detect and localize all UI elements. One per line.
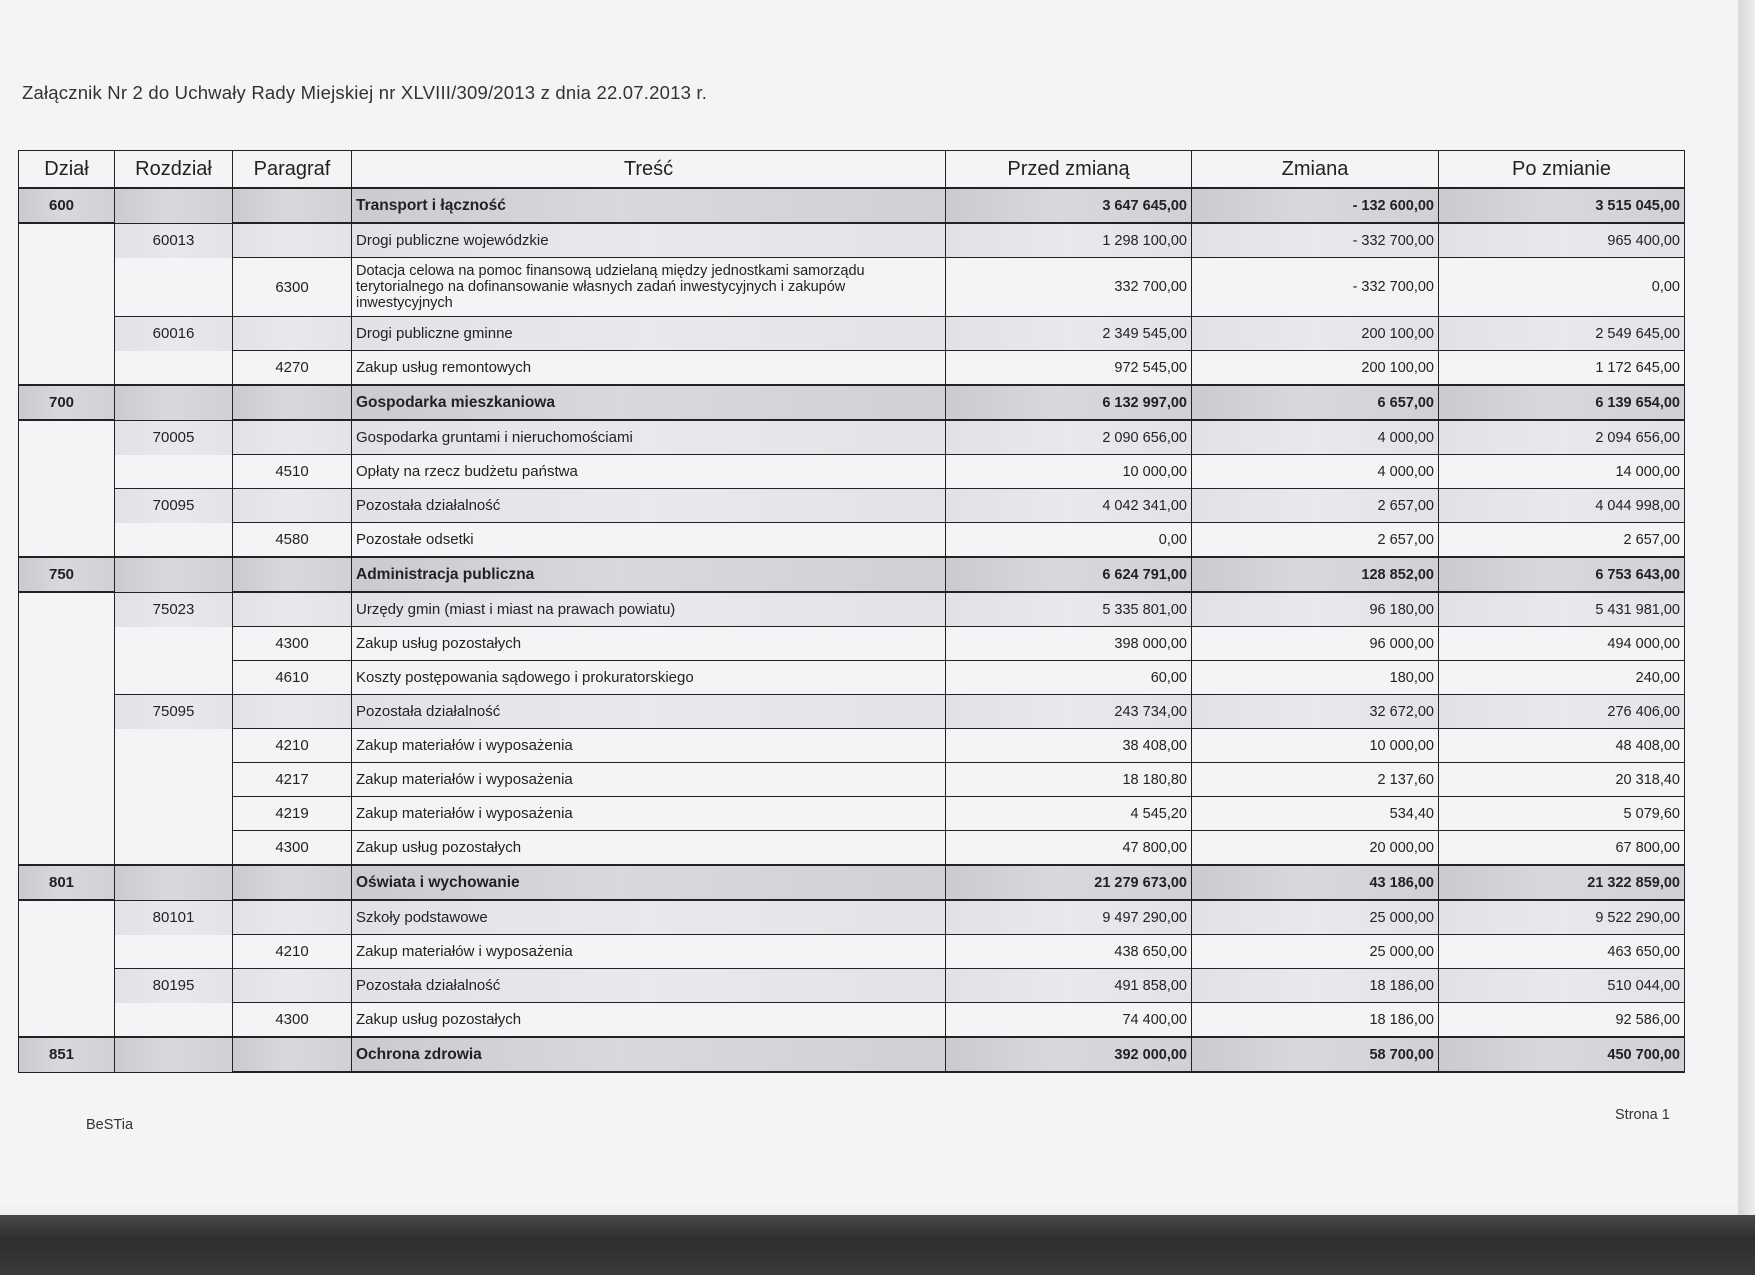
- cell-przed-zmiana: 10 000,00: [946, 455, 1192, 489]
- cell-paragraf: [233, 865, 352, 900]
- cell-po-zmianie: 276 406,00: [1439, 695, 1685, 729]
- scan-background-strip: [0, 1215, 1755, 1275]
- cell-dzial: [19, 592, 115, 627]
- cell-dzial: [19, 729, 115, 763]
- cell-po-zmianie: 5 431 981,00: [1439, 592, 1685, 627]
- cell-zmiana: 43 186,00: [1192, 865, 1439, 900]
- cell-rozdzial: [115, 385, 233, 420]
- column-header-tresc: Treść: [352, 151, 946, 189]
- cell-rozdzial: 60016: [115, 317, 233, 351]
- cell-paragraf: [233, 1037, 352, 1072]
- cell-po-zmianie: 67 800,00: [1439, 831, 1685, 866]
- cell-po-zmianie: 510 044,00: [1439, 969, 1685, 1003]
- cell-przed-zmiana: 60,00: [946, 661, 1192, 695]
- cell-rozdzial: [115, 1003, 233, 1038]
- document-header: Załącznik Nr 2 do Uchwały Rady Miejskiej nr XLVIII/309/2013 z dnia 22.07.2013 r.: [22, 82, 708, 103]
- cell-paragraf: [233, 385, 352, 420]
- cell-dzial: 801: [19, 865, 115, 900]
- cell-tresc: Drogi publiczne gminne: [352, 317, 946, 351]
- cell-tresc: Pozostałe odsetki: [352, 523, 946, 558]
- cell-tresc: Zakup usług pozostałych: [352, 627, 946, 661]
- cell-tresc: Zakup materiałów i wyposażenia: [352, 729, 946, 763]
- cell-dzial: [19, 455, 115, 489]
- cell-po-zmianie: 2 657,00: [1439, 523, 1685, 558]
- cell-przed-zmiana: 2 090 656,00: [946, 420, 1192, 455]
- column-header-rozdzial: Rozdział: [115, 151, 233, 189]
- cell-przed-zmiana: 3 647 645,00: [946, 188, 1192, 223]
- cell-dzial: [19, 420, 115, 455]
- cell-zmiana: 10 000,00: [1192, 729, 1439, 763]
- cell-dzial: [19, 763, 115, 797]
- cell-dzial: 600: [19, 188, 115, 223]
- cell-rozdzial: [115, 797, 233, 831]
- table-row-paragraf: [19, 523, 1685, 558]
- cell-dzial: [19, 831, 115, 866]
- cell-zmiana: 96 000,00: [1192, 627, 1439, 661]
- cell-rozdzial: 80101: [115, 900, 233, 935]
- cell-tresc: Administracja publiczna: [352, 557, 946, 592]
- cell-tresc: Pozostała działalność: [352, 489, 946, 523]
- table-row-dzial: [19, 557, 1685, 592]
- footer-page-number: Strona 1: [1615, 1107, 1670, 1123]
- cell-rozdzial: [115, 763, 233, 797]
- cell-zmiana: 96 180,00: [1192, 592, 1439, 627]
- cell-tresc: Opłaty na rzecz budżetu państwa: [352, 455, 946, 489]
- cell-po-zmianie: 240,00: [1439, 661, 1685, 695]
- cell-zmiana: 20 000,00: [1192, 831, 1439, 866]
- cell-przed-zmiana: 491 858,00: [946, 969, 1192, 1003]
- cell-po-zmianie: 6 753 643,00: [1439, 557, 1685, 592]
- column-header-zmiana: Zmiana: [1192, 151, 1439, 189]
- cell-po-zmianie: 3 515 045,00: [1439, 188, 1685, 223]
- cell-dzial: [19, 661, 115, 695]
- cell-po-zmianie: 2 094 656,00: [1439, 420, 1685, 455]
- table-row-dzial: [19, 1037, 1685, 1072]
- cell-paragraf: 4219: [233, 797, 352, 831]
- cell-paragraf: [233, 420, 352, 455]
- cell-po-zmianie: 20 318,40: [1439, 763, 1685, 797]
- cell-zmiana: 58 700,00: [1192, 1037, 1439, 1072]
- cell-zmiana: 4 000,00: [1192, 420, 1439, 455]
- cell-paragraf: [233, 489, 352, 523]
- table-row-paragraf: [19, 455, 1685, 489]
- table-row-paragraf: [19, 661, 1685, 695]
- cell-tresc: Zakup usług pozostałych: [352, 831, 946, 866]
- cell-rozdzial: [115, 455, 233, 489]
- budget-table-body: [19, 188, 1685, 1072]
- cell-po-zmianie: 463 650,00: [1439, 935, 1685, 969]
- cell-po-zmianie: 0,00: [1439, 258, 1685, 317]
- cell-rozdzial: 70095: [115, 489, 233, 523]
- column-header-po-zmianie: Po zmianie: [1439, 151, 1685, 189]
- cell-po-zmianie: 9 522 290,00: [1439, 900, 1685, 935]
- cell-rozdzial: [115, 258, 233, 317]
- cell-dzial: [19, 900, 115, 935]
- table-row-dzial: [19, 865, 1685, 900]
- cell-rozdzial: [115, 523, 233, 558]
- cell-po-zmianie: 4 044 998,00: [1439, 489, 1685, 523]
- cell-paragraf: [233, 695, 352, 729]
- column-header-przed-zmiana: Przed zmianą: [946, 151, 1192, 189]
- cell-paragraf: 4210: [233, 935, 352, 969]
- cell-po-zmianie: 6 139 654,00: [1439, 385, 1685, 420]
- cell-dzial: 700: [19, 385, 115, 420]
- cell-przed-zmiana: 1 298 100,00: [946, 223, 1192, 258]
- cell-tresc: Drogi publiczne wojewódzkie: [352, 223, 946, 258]
- cell-rozdzial: [115, 661, 233, 695]
- cell-rozdzial: [115, 935, 233, 969]
- cell-tresc: Szkoły podstawowe: [352, 900, 946, 935]
- cell-dzial: 851: [19, 1037, 115, 1072]
- table-row-paragraf: [19, 1003, 1685, 1038]
- cell-zmiana: 200 100,00: [1192, 351, 1439, 386]
- table-row-dzial: [19, 385, 1685, 420]
- cell-tresc: Zakup materiałów i wyposażenia: [352, 797, 946, 831]
- cell-tresc: Oświata i wychowanie: [352, 865, 946, 900]
- cell-dzial: [19, 351, 115, 386]
- cell-rozdzial: 80195: [115, 969, 233, 1003]
- cell-dzial: [19, 223, 115, 258]
- cell-tresc: Dotacja celowa na pomoc finansową udzielaną między jednostkami samorządu terytorialnego na dofinansowanie własnych zadań inwestycyjnych i zakupów inwestycyjnych: [352, 258, 946, 317]
- cell-dzial: [19, 969, 115, 1003]
- cell-dzial: [19, 523, 115, 558]
- cell-rozdzial: [115, 831, 233, 866]
- table-row-paragraf: [19, 831, 1685, 866]
- cell-tresc: Transport i łączność: [352, 188, 946, 223]
- table-row-rozdzial: [19, 592, 1685, 627]
- table-row-paragraf: [19, 729, 1685, 763]
- cell-rozdzial: [115, 627, 233, 661]
- cell-rozdzial: [115, 1037, 233, 1072]
- table-row-rozdzial: [19, 969, 1685, 1003]
- cell-paragraf: 4300: [233, 1003, 352, 1038]
- cell-zmiana: - 332 700,00: [1192, 223, 1439, 258]
- table-row-paragraf: [19, 763, 1685, 797]
- cell-paragraf: 4580: [233, 523, 352, 558]
- cell-po-zmianie: 1 172 645,00: [1439, 351, 1685, 386]
- cell-paragraf: 4300: [233, 831, 352, 866]
- table-row-rozdzial: [19, 420, 1685, 455]
- cell-po-zmianie: 21 322 859,00: [1439, 865, 1685, 900]
- cell-przed-zmiana: 4 545,20: [946, 797, 1192, 831]
- cell-zmiana: 18 186,00: [1192, 969, 1439, 1003]
- table-row-paragraf: [19, 797, 1685, 831]
- column-header-paragraf: Paragraf: [233, 151, 352, 189]
- scan-page-edge: [1738, 0, 1755, 1220]
- cell-tresc: Koszty postępowania sądowego i prokuratorskiego: [352, 661, 946, 695]
- cell-paragraf: [233, 557, 352, 592]
- cell-przed-zmiana: 74 400,00: [946, 1003, 1192, 1038]
- table-row-paragraf: [19, 935, 1685, 969]
- cell-dzial: [19, 695, 115, 729]
- cell-po-zmianie: 5 079,60: [1439, 797, 1685, 831]
- cell-tresc: Gospodarka gruntami i nieruchomościami: [352, 420, 946, 455]
- cell-paragraf: 6300: [233, 258, 352, 317]
- cell-dzial: [19, 258, 115, 317]
- cell-tresc: Urzędy gmin (miast i miast na prawach powiatu): [352, 592, 946, 627]
- cell-tresc: Ochrona zdrowia: [352, 1037, 946, 1072]
- table-row-paragraf: [19, 627, 1685, 661]
- cell-przed-zmiana: 243 734,00: [946, 695, 1192, 729]
- cell-przed-zmiana: 398 000,00: [946, 627, 1192, 661]
- cell-paragraf: 4270: [233, 351, 352, 386]
- table-header-row: [19, 151, 1685, 189]
- table-row-rozdzial: [19, 489, 1685, 523]
- cell-paragraf: 4300: [233, 627, 352, 661]
- cell-zmiana: 18 186,00: [1192, 1003, 1439, 1038]
- cell-zmiana: 200 100,00: [1192, 317, 1439, 351]
- cell-tresc: Zakup materiałów i wyposażenia: [352, 935, 946, 969]
- cell-po-zmianie: 48 408,00: [1439, 729, 1685, 763]
- cell-tresc: Pozostała działalność: [352, 695, 946, 729]
- cell-dzial: [19, 797, 115, 831]
- cell-tresc: Gospodarka mieszkaniowa: [352, 385, 946, 420]
- table-row-paragraf: [19, 258, 1685, 317]
- cell-zmiana: 534,40: [1192, 797, 1439, 831]
- cell-rozdzial: 75095: [115, 695, 233, 729]
- cell-zmiana: 25 000,00: [1192, 900, 1439, 935]
- cell-zmiana: - 332 700,00: [1192, 258, 1439, 317]
- cell-po-zmianie: 494 000,00: [1439, 627, 1685, 661]
- cell-rozdzial: 75023: [115, 592, 233, 627]
- cell-paragraf: 4510: [233, 455, 352, 489]
- cell-paragraf: [233, 188, 352, 223]
- footer-software-name: BeSTia: [86, 1117, 134, 1133]
- cell-tresc: Zakup materiałów i wyposażenia: [352, 763, 946, 797]
- cell-przed-zmiana: 438 650,00: [946, 935, 1192, 969]
- cell-rozdzial: [115, 351, 233, 386]
- cell-przed-zmiana: 5 335 801,00: [946, 592, 1192, 627]
- cell-rozdzial: 60013: [115, 223, 233, 258]
- cell-po-zmianie: 14 000,00: [1439, 455, 1685, 489]
- cell-przed-zmiana: 6 132 997,00: [946, 385, 1192, 420]
- cell-przed-zmiana: 6 624 791,00: [946, 557, 1192, 592]
- cell-po-zmianie: 965 400,00: [1439, 223, 1685, 258]
- cell-dzial: [19, 1003, 115, 1038]
- cell-dzial: [19, 317, 115, 351]
- cell-przed-zmiana: 47 800,00: [946, 831, 1192, 866]
- cell-zmiana: 4 000,00: [1192, 455, 1439, 489]
- cell-dzial: 750: [19, 557, 115, 592]
- cell-dzial: [19, 627, 115, 661]
- table-row-dzial: [19, 188, 1685, 223]
- cell-przed-zmiana: 9 497 290,00: [946, 900, 1192, 935]
- cell-paragraf: [233, 317, 352, 351]
- cell-zmiana: 128 852,00: [1192, 557, 1439, 592]
- cell-zmiana: 2 657,00: [1192, 523, 1439, 558]
- cell-zmiana: 2 137,60: [1192, 763, 1439, 797]
- budget-table: [18, 150, 1685, 1073]
- cell-przed-zmiana: 21 279 673,00: [946, 865, 1192, 900]
- cell-zmiana: 32 672,00: [1192, 695, 1439, 729]
- cell-dzial: [19, 935, 115, 969]
- table-row-rozdzial: [19, 317, 1685, 351]
- cell-tresc: Zakup usług pozostałych: [352, 1003, 946, 1038]
- cell-paragraf: 4217: [233, 763, 352, 797]
- table-row-paragraf: [19, 351, 1685, 386]
- cell-przed-zmiana: 0,00: [946, 523, 1192, 558]
- cell-zmiana: 6 657,00: [1192, 385, 1439, 420]
- cell-rozdzial: [115, 188, 233, 223]
- cell-zmiana: 180,00: [1192, 661, 1439, 695]
- table-row-rozdzial: [19, 695, 1685, 729]
- table-row-rozdzial: [19, 900, 1685, 935]
- cell-paragraf: 4210: [233, 729, 352, 763]
- cell-przed-zmiana: 972 545,00: [946, 351, 1192, 386]
- cell-paragraf: 4610: [233, 661, 352, 695]
- cell-paragraf: [233, 223, 352, 258]
- cell-dzial: [19, 489, 115, 523]
- cell-rozdzial: [115, 865, 233, 900]
- cell-rozdzial: 70005: [115, 420, 233, 455]
- cell-paragraf: [233, 900, 352, 935]
- cell-po-zmianie: 2 549 645,00: [1439, 317, 1685, 351]
- cell-zmiana: 25 000,00: [1192, 935, 1439, 969]
- cell-po-zmianie: 450 700,00: [1439, 1037, 1685, 1072]
- cell-zmiana: - 132 600,00: [1192, 188, 1439, 223]
- cell-tresc: Pozostała działalność: [352, 969, 946, 1003]
- column-header-dzial: Dział: [19, 151, 115, 189]
- cell-przed-zmiana: 2 349 545,00: [946, 317, 1192, 351]
- cell-rozdzial: [115, 729, 233, 763]
- cell-tresc: Zakup usług remontowych: [352, 351, 946, 386]
- table-row-rozdzial: [19, 223, 1685, 258]
- cell-zmiana: 2 657,00: [1192, 489, 1439, 523]
- cell-przed-zmiana: 4 042 341,00: [946, 489, 1192, 523]
- cell-rozdzial: [115, 557, 233, 592]
- cell-przed-zmiana: 392 000,00: [946, 1037, 1192, 1072]
- cell-przed-zmiana: 18 180,80: [946, 763, 1192, 797]
- cell-po-zmianie: 92 586,00: [1439, 1003, 1685, 1038]
- cell-przed-zmiana: 332 700,00: [946, 258, 1192, 317]
- cell-przed-zmiana: 38 408,00: [946, 729, 1192, 763]
- cell-paragraf: [233, 592, 352, 627]
- cell-paragraf: [233, 969, 352, 1003]
